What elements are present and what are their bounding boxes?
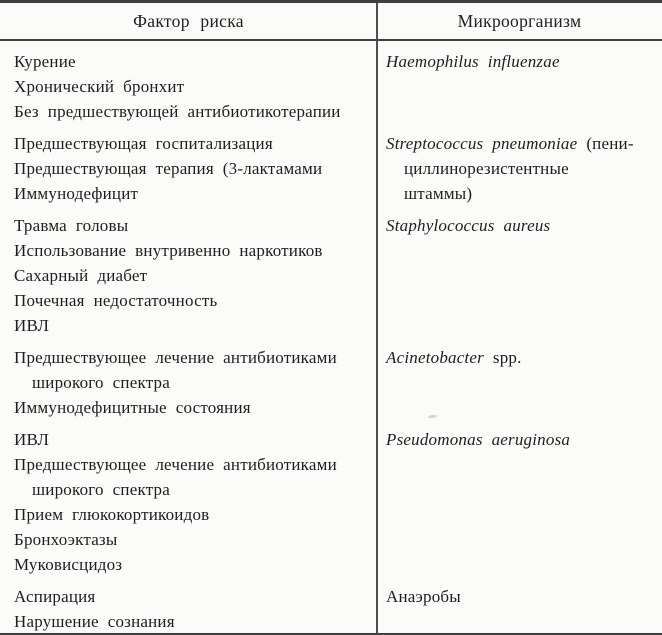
header-factor-label: Фактор риска — [133, 10, 244, 31]
factor-line: Прием глюкокортикоидов — [14, 505, 210, 524]
plain-text: Анаэробы — [386, 587, 461, 606]
micro-line — [386, 427, 656, 452]
micro-line — [386, 584, 656, 609]
column-divider-rule — [376, 3, 378, 633]
factor-line: Без предшествующей антибиотикотерапии — [14, 102, 341, 121]
factor-line: Почечная недостаточность — [14, 291, 218, 310]
factor-line: ИВЛ — [14, 430, 50, 449]
latin-name-text: Streptococcus pneumoniae — [386, 134, 578, 153]
factor-line: Аспирация — [14, 587, 96, 606]
table-section — [0, 213, 662, 338]
factor-line: Предшествующая госпитализация — [14, 134, 273, 153]
factor-line: широкого спектра — [32, 373, 170, 392]
table-header-row — [0, 3, 662, 41]
plain-text: spp. — [483, 348, 522, 367]
factor-line: Хронический бронхит — [14, 77, 185, 96]
micro-cell — [377, 213, 662, 238]
factor-cell — [0, 345, 377, 420]
micro-cell — [377, 427, 662, 452]
factor-line: Иммунодефицит — [14, 184, 139, 203]
factor-line: Предшествующая терапия (3-лактамами — [14, 159, 323, 178]
plain-text: (пени- — [577, 134, 634, 153]
factor-cell — [0, 213, 377, 338]
factor-line: Предшествующее лечение антибиотиками — [14, 455, 337, 474]
table-section — [0, 427, 662, 577]
table-section — [0, 584, 662, 634]
table-section — [0, 345, 662, 420]
micro-line — [386, 345, 656, 370]
latin-name-text: Pseudomonas aeruginosa — [386, 430, 571, 449]
plain-text: циллинорезистентные — [404, 159, 569, 178]
micro-line — [386, 49, 656, 74]
latin-name-text: Acinetobacter — [386, 348, 484, 367]
factor-line: Сахарный диабет — [14, 266, 148, 285]
factor-line: ИВЛ — [14, 316, 50, 335]
header-microorganism-label: Микроорганизм — [457, 10, 582, 31]
micro-cell — [377, 345, 662, 370]
factor-cell — [0, 49, 377, 124]
table-body — [0, 41, 662, 634]
factor-line: Курение — [14, 52, 76, 71]
micro-cell — [377, 49, 662, 74]
table-section — [0, 131, 662, 206]
factor-cell — [0, 584, 377, 634]
latin-name-text: Haemophilus influenzae — [386, 52, 560, 71]
plain-text: штаммы) — [404, 184, 473, 203]
latin-name-text: Staphylococcus aureus — [386, 216, 551, 235]
factor-line: Использование внутривенно наркотиков — [14, 241, 323, 260]
micro-cell — [377, 131, 662, 206]
factor-line: Иммунодефицитные состояния — [14, 398, 251, 417]
micro-line — [386, 156, 656, 181]
micro-cell — [377, 584, 662, 609]
micro-line — [386, 213, 656, 238]
factor-cell — [0, 427, 377, 577]
table-section — [0, 49, 662, 124]
micro-line — [386, 131, 656, 156]
factor-line: Бронхоэктазы — [14, 530, 118, 549]
micro-line — [386, 181, 656, 206]
factor-line: Муковисцидоз — [14, 555, 123, 574]
factor-line: Предшествующее лечение антибиотиками — [14, 348, 337, 367]
factor-cell — [0, 131, 377, 206]
factor-line: широкого спектра — [32, 480, 170, 499]
factor-line: Травма головы — [14, 216, 129, 235]
factor-line: Нарушение сознания — [14, 612, 175, 631]
